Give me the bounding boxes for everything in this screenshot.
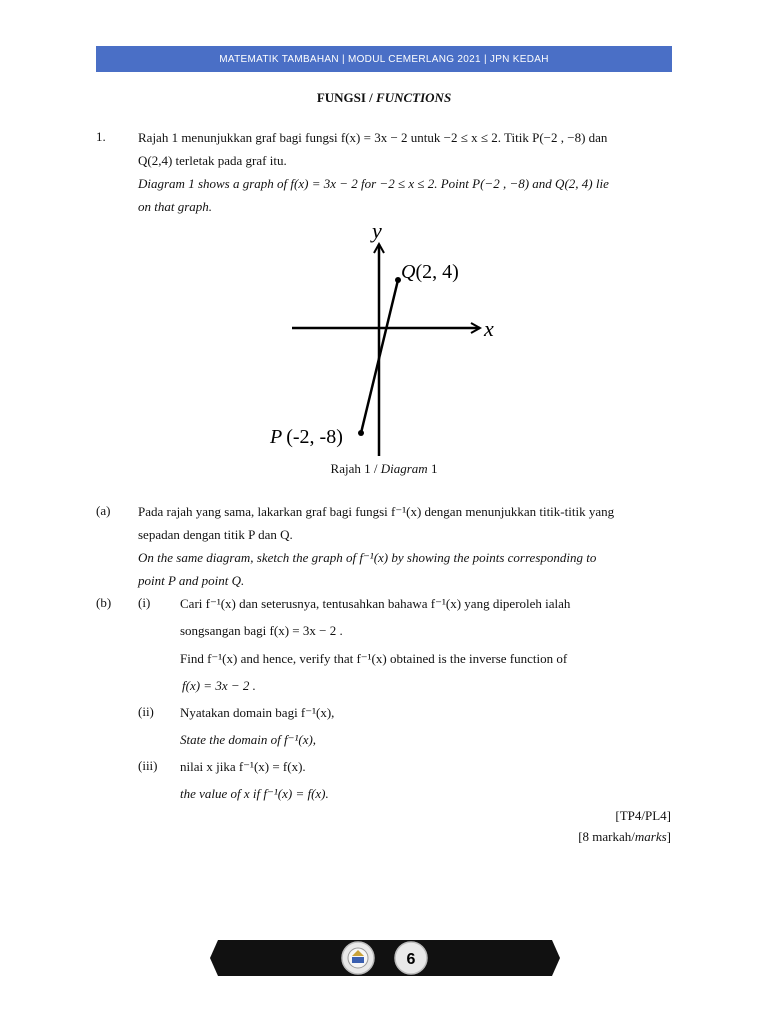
part-a-label: (a) [96,503,111,518]
question-english-line2: on that graph. [138,199,213,214]
part-b-i-malay-line1: Cari f⁻¹(x) dan seterusnya, tentusahkan bahawa f⁻¹(x) yang diperoleh ialah [180,596,571,611]
part-b-i-label: (i) [138,595,151,610]
part-b-i-english-line1: Find f⁻¹(x) and hence, verify that f⁻¹(x) obtained is the inverse function of [180,651,568,666]
question-english-line1: Diagram 1 shows a graph of f(x) = 3x − 2 for −2 ≤ x ≤ 2. Point P(−2 , −8) and Q(2, 4) lie [138,176,609,191]
part-b-i-english-line2: f(x) = 3x − 2 . [182,678,256,693]
part-a-malay-line1: Pada rajah yang sama, lakarkan graf bagi fungsi f⁻¹(x) dengan menunjukkan titik-titik yang [138,504,615,519]
part-b-iii-english: the value of x if f⁻¹(x) = f(x). [180,786,329,801]
marks-tag: [8 markah/marks] [578,829,671,844]
point-p-label: P (-2, -8) [270,426,343,448]
diagram-caption: Rajah 1 / Diagram 1 [330,461,438,476]
part-b-ii-malay: Nyatakan domain bagi f⁻¹(x), [180,705,335,720]
part-b-ii-label: (ii) [138,704,154,719]
point-q-label: Q(2, 4) [401,261,459,283]
question-malay-line2: Q(2,4) terletak pada graf itu. [138,153,287,168]
level-tag: [TP4/PL4] [615,808,671,823]
footer-bar [210,940,560,976]
question-malay-line1: Rajah 1 menunjukkan graf bagi fungsi f(x) = 3x − 2 untuk −2 ≤ x ≤ 2. Titik P(−2 , −8) dan [138,130,608,145]
part-b-label: (b) [96,595,112,610]
header-text: MATEMATIK TAMBAHAN | MODUL CEMERLANG 2021 | JPN KEDAH [219,53,549,65]
part-b-iii-label: (iii) [138,758,158,773]
page-number: 6 [406,951,416,968]
x-axis-label: x [484,316,494,341]
part-a-english-line1: On the same diagram, sketch the graph of f⁻¹(x) by showing the points corresponding to [138,550,597,565]
part-b-iii-malay: nilai x jika f⁻¹(x) = f(x). [180,759,306,774]
footer-banner [210,940,560,976]
part-b-ii-english: State the domain of f⁻¹(x), [180,732,317,747]
y-axis-label: y [372,218,382,243]
point-p [358,430,364,436]
page-title: FUNGSI / FUNCTIONS [316,90,452,105]
header-bar [96,46,672,72]
part-a-english-line2: point P and point Q. [138,573,245,588]
part-b-i-malay-line2: songsangan bagi f(x) = 3x − 2 . [180,623,343,638]
question-number: 1. [96,129,106,144]
part-a-malay-line2: sepadan dengan titik P dan Q. [138,527,293,542]
function-graph-diagram [262,218,502,458]
